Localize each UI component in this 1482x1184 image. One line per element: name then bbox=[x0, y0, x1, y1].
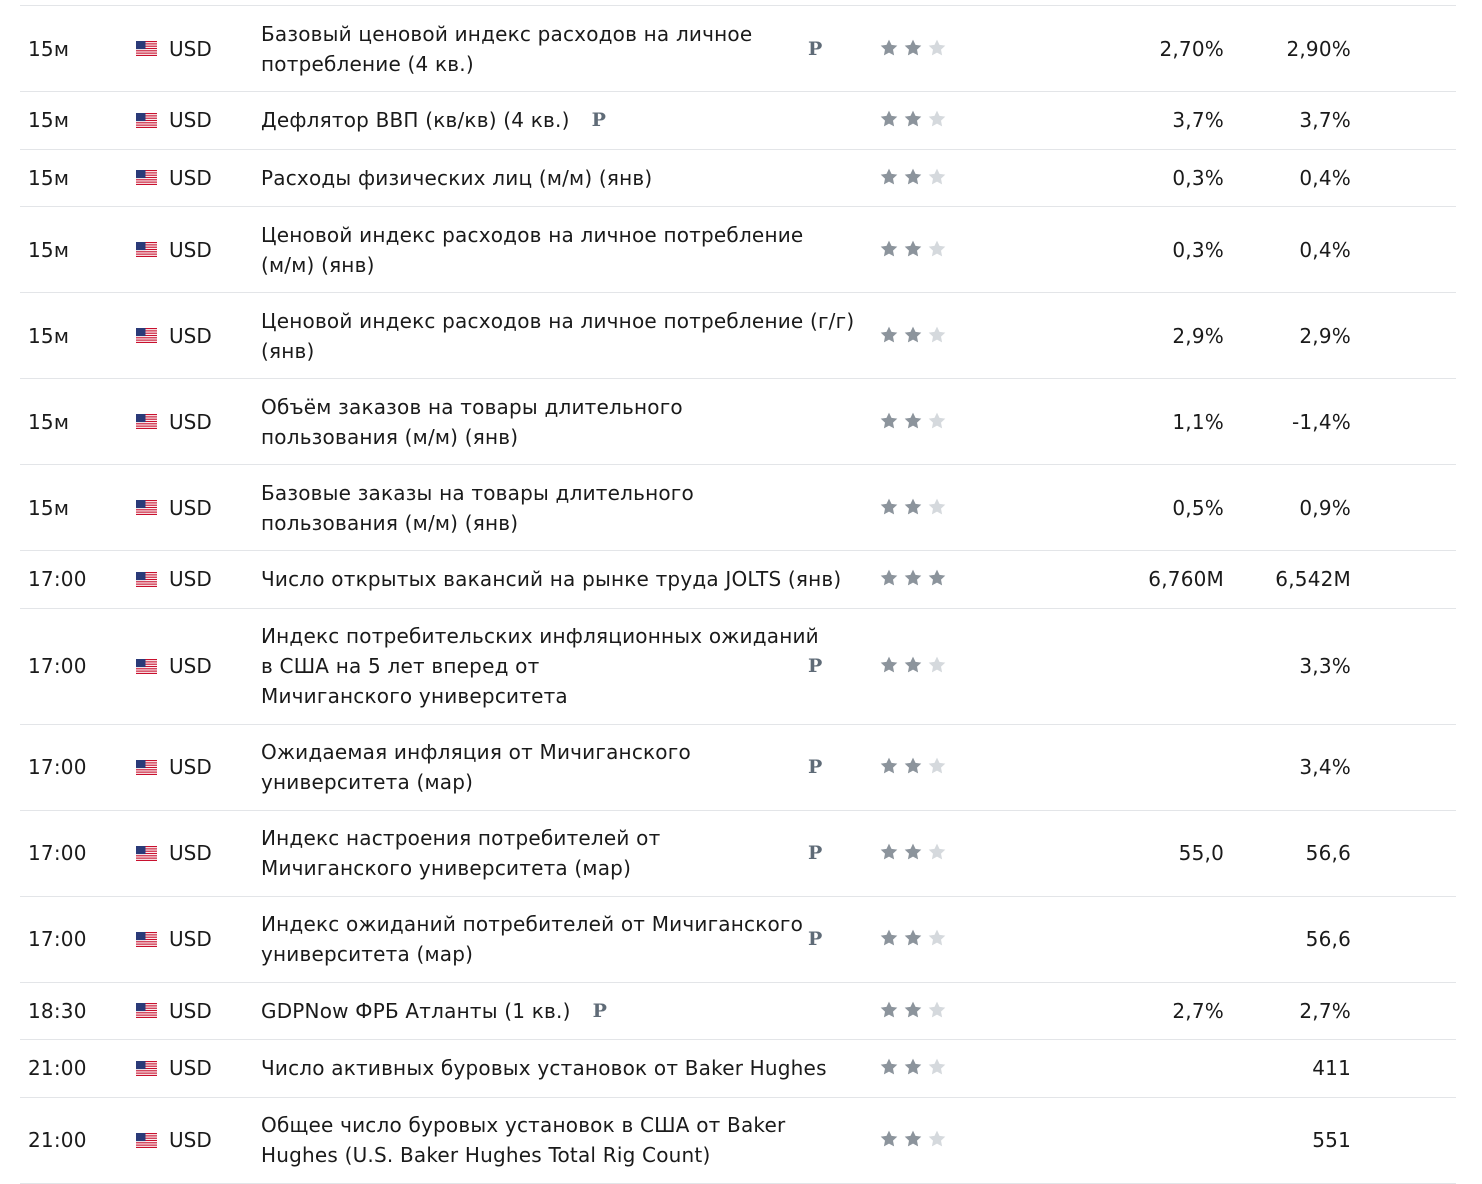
event-name[interactable]: Расходы физических лиц (м/м) (янв) bbox=[261, 165, 653, 190]
event-time: 15м bbox=[28, 108, 70, 133]
forecast-value: 3,7% bbox=[1172, 108, 1224, 133]
event-time: 15м bbox=[28, 237, 70, 262]
currency-code: USD bbox=[169, 567, 212, 592]
currency-code: USD bbox=[169, 108, 212, 133]
us-flag-icon bbox=[136, 846, 157, 861]
table-row[interactable] bbox=[20, 150, 1456, 208]
previous-value: 2,9% bbox=[1299, 323, 1351, 348]
event-name[interactable]: Ожидаемая инфляция от Мичиганского университета (мар) bbox=[261, 740, 691, 794]
currency-cell bbox=[126, 841, 261, 865]
star-icon bbox=[927, 38, 951, 60]
table-row[interactable] bbox=[20, 551, 1456, 609]
preliminary-badge: P bbox=[591, 109, 606, 132]
currency-code: USD bbox=[169, 755, 212, 779]
forecast-value: 55,0 bbox=[1178, 841, 1224, 865]
currency-code: USD bbox=[169, 1056, 212, 1081]
event-time: 17:00 bbox=[28, 567, 87, 592]
previous-value: 551 bbox=[1312, 1128, 1351, 1152]
forecast-value: 0,3% bbox=[1172, 237, 1224, 262]
star-icon bbox=[903, 497, 927, 519]
star-icon bbox=[903, 1000, 927, 1022]
table-row[interactable] bbox=[20, 811, 1456, 897]
event-name[interactable]: Индекс настроения потребителей от Мичиганского университета (мар) bbox=[261, 826, 661, 880]
preliminary-badge: P bbox=[808, 842, 823, 864]
previous-value: 6,542M bbox=[1275, 567, 1351, 592]
table-row[interactable] bbox=[20, 92, 1456, 150]
star-icon bbox=[879, 497, 903, 519]
event-time: 17:00 bbox=[28, 841, 87, 865]
us-flag-icon bbox=[136, 932, 157, 947]
star-icon bbox=[927, 1129, 951, 1151]
importance-stars bbox=[863, 411, 1118, 433]
star-icon bbox=[903, 411, 927, 433]
table-row[interactable] bbox=[20, 465, 1456, 551]
currency-code: USD bbox=[169, 323, 212, 348]
us-flag-icon bbox=[136, 41, 157, 56]
star-icon bbox=[879, 411, 903, 433]
previous-value: 3,4% bbox=[1299, 755, 1351, 779]
star-icon bbox=[903, 842, 927, 864]
event-name[interactable]: GDPNow ФРБ Атланты (1 кв.) bbox=[261, 998, 571, 1023]
currency-cell bbox=[126, 927, 261, 951]
importance-stars bbox=[863, 497, 1118, 519]
star-icon bbox=[879, 842, 903, 864]
star-icon bbox=[903, 38, 927, 60]
currency-cell bbox=[126, 324, 261, 348]
event-time: 15м bbox=[28, 495, 70, 520]
table-row[interactable] bbox=[20, 207, 1456, 293]
star-icon bbox=[879, 568, 903, 590]
event-time: 18:30 bbox=[28, 998, 87, 1023]
currency-cell bbox=[126, 108, 261, 132]
event-name[interactable]: Ценовой индекс расходов на личное потребление (м/м) (янв) bbox=[261, 222, 804, 277]
star-icon bbox=[927, 109, 951, 131]
currency-code: USD bbox=[169, 36, 212, 61]
star-icon bbox=[903, 756, 927, 778]
previous-value: 411 bbox=[1312, 1056, 1351, 1081]
star-icon bbox=[879, 1000, 903, 1022]
currency-code: USD bbox=[169, 237, 212, 262]
event-time: 17:00 bbox=[28, 755, 87, 779]
star-icon bbox=[927, 497, 951, 519]
previous-value: 0,4% bbox=[1299, 165, 1351, 190]
us-flag-icon bbox=[136, 170, 157, 185]
preliminary-badge: P bbox=[808, 756, 823, 778]
preliminary-badge: P bbox=[808, 37, 823, 60]
importance-stars bbox=[863, 109, 1118, 131]
currency-code: USD bbox=[169, 927, 212, 951]
star-icon bbox=[903, 1057, 927, 1079]
event-time: 21:00 bbox=[28, 1056, 87, 1081]
event-name[interactable]: Базовый ценовой индекс расходов на личное потребление (4 кв.) bbox=[261, 21, 753, 76]
star-icon bbox=[879, 655, 903, 677]
table-row[interactable] bbox=[20, 609, 1456, 725]
currency-code: USD bbox=[169, 998, 212, 1023]
us-flag-icon bbox=[136, 1133, 157, 1148]
forecast-value: 1,1% bbox=[1172, 409, 1224, 434]
table-row[interactable] bbox=[20, 1098, 1456, 1184]
event-time: 17:00 bbox=[28, 927, 87, 951]
importance-stars bbox=[863, 325, 1118, 347]
star-icon bbox=[927, 928, 951, 950]
event-name[interactable]: Базовые заказы на товары длительного пользования (м/м) (янв) bbox=[261, 480, 694, 535]
event-name[interactable]: Общее число буровых установок в США от Baker Hughes (U.S. Baker Hughes Total Rig Count) bbox=[261, 1113, 786, 1167]
star-icon bbox=[879, 239, 903, 261]
star-icon bbox=[903, 325, 927, 347]
table-row[interactable] bbox=[20, 983, 1456, 1041]
previous-value: -1,4% bbox=[1291, 409, 1351, 434]
event-time: 21:00 bbox=[28, 1128, 87, 1152]
event-time: 15м bbox=[28, 165, 70, 190]
forecast-value: 0,3% bbox=[1172, 165, 1224, 190]
us-flag-icon bbox=[136, 113, 157, 128]
importance-stars bbox=[863, 655, 1118, 677]
table-row[interactable] bbox=[20, 897, 1456, 983]
currency-cell bbox=[126, 1128, 261, 1152]
star-icon bbox=[903, 655, 927, 677]
event-name[interactable]: Индекс ожиданий потребителей от Мичиганского университета (мар) bbox=[261, 912, 804, 966]
event-name[interactable]: Объём заказов на товары длительного пользования (м/м) (янв) bbox=[261, 394, 683, 449]
us-flag-icon bbox=[136, 572, 157, 587]
currency-cell bbox=[126, 1056, 261, 1080]
currency-code: USD bbox=[169, 841, 212, 865]
star-icon bbox=[879, 756, 903, 778]
preliminary-badge: P bbox=[808, 655, 823, 677]
star-icon bbox=[927, 239, 951, 261]
currency-cell bbox=[126, 166, 261, 190]
event-time: 17:00 bbox=[28, 654, 87, 678]
importance-stars bbox=[863, 1057, 1118, 1079]
importance-stars bbox=[863, 928, 1118, 950]
importance-stars bbox=[863, 1129, 1118, 1151]
currency-cell bbox=[126, 755, 261, 779]
star-icon bbox=[879, 928, 903, 950]
previous-value: 3,3% bbox=[1299, 654, 1351, 678]
previous-value: 56,6 bbox=[1305, 927, 1351, 951]
star-icon bbox=[927, 167, 951, 189]
star-icon bbox=[927, 756, 951, 778]
star-icon bbox=[927, 568, 951, 590]
preliminary-badge: P bbox=[808, 928, 823, 950]
previous-value: 0,4% bbox=[1299, 237, 1351, 262]
star-icon bbox=[927, 842, 951, 864]
currency-cell bbox=[126, 567, 261, 591]
star-icon bbox=[903, 928, 927, 950]
star-icon bbox=[927, 411, 951, 433]
star-icon bbox=[879, 1129, 903, 1151]
previous-value: 2,90% bbox=[1286, 36, 1351, 61]
currency-code: USD bbox=[169, 1128, 212, 1152]
table-row[interactable] bbox=[20, 1040, 1456, 1098]
currency-code: USD bbox=[169, 654, 212, 678]
table-row[interactable] bbox=[20, 379, 1456, 465]
event-name[interactable]: Дефлятор ВВП (кв/кв) (4 кв.) bbox=[261, 108, 570, 133]
importance-stars bbox=[863, 167, 1118, 189]
forecast-value: 2,7% bbox=[1172, 998, 1224, 1023]
importance-stars bbox=[863, 756, 1118, 778]
previous-value: 0,9% bbox=[1299, 495, 1351, 520]
currency-code: USD bbox=[169, 165, 212, 190]
importance-stars bbox=[863, 842, 1118, 864]
us-flag-icon bbox=[136, 659, 157, 674]
importance-stars bbox=[863, 568, 1118, 590]
star-icon bbox=[927, 655, 951, 677]
event-time: 15м bbox=[28, 36, 70, 61]
event-name[interactable]: Ценовой индекс расходов на личное потребление (г/г) (янв) bbox=[261, 308, 855, 363]
us-flag-icon bbox=[136, 414, 157, 429]
forecast-value: 2,9% bbox=[1172, 323, 1224, 348]
currency-cell bbox=[126, 238, 261, 262]
star-icon bbox=[879, 38, 903, 60]
previous-value: 2,7% bbox=[1299, 998, 1351, 1023]
us-flag-icon bbox=[136, 242, 157, 257]
star-icon bbox=[927, 1057, 951, 1079]
us-flag-icon bbox=[136, 500, 157, 515]
star-icon bbox=[927, 325, 951, 347]
event-name[interactable]: Число открытых вакансий на рынке труда JOLTS (янв) bbox=[261, 567, 842, 592]
star-icon bbox=[927, 1000, 951, 1022]
currency-cell bbox=[126, 410, 261, 434]
us-flag-icon bbox=[136, 1061, 157, 1076]
forecast-value: 2,70% bbox=[1159, 36, 1224, 61]
star-icon bbox=[879, 167, 903, 189]
preliminary-badge: P bbox=[592, 999, 607, 1022]
us-flag-icon bbox=[136, 328, 157, 343]
currency-code: USD bbox=[169, 495, 212, 520]
event-name[interactable]: Индекс потребительских инфляционных ожиданий в США на 5 лет вперед от Мичиганского университета bbox=[261, 624, 819, 708]
currency-cell bbox=[126, 37, 261, 61]
importance-stars bbox=[863, 239, 1118, 261]
table-row[interactable] bbox=[20, 293, 1456, 379]
currency-cell bbox=[126, 654, 261, 678]
currency-cell bbox=[126, 496, 261, 520]
importance-stars bbox=[863, 1000, 1118, 1022]
forecast-value: 6,760M bbox=[1148, 567, 1224, 592]
table-row[interactable] bbox=[20, 725, 1456, 811]
us-flag-icon bbox=[136, 760, 157, 775]
previous-value: 56,6 bbox=[1305, 841, 1351, 865]
star-icon bbox=[879, 109, 903, 131]
currency-cell bbox=[126, 999, 261, 1023]
event-name[interactable]: Число активных буровых установок от Baker Hughes bbox=[261, 1056, 827, 1081]
importance-stars bbox=[863, 38, 1118, 60]
us-flag-icon bbox=[136, 1003, 157, 1018]
star-icon bbox=[903, 239, 927, 261]
star-icon bbox=[879, 325, 903, 347]
previous-value: 3,7% bbox=[1299, 108, 1351, 133]
event-time: 15м bbox=[28, 323, 70, 348]
economic-calendar-table bbox=[20, 5, 1456, 1184]
star-icon bbox=[903, 109, 927, 131]
forecast-value: 0,5% bbox=[1172, 495, 1224, 520]
table-row[interactable] bbox=[20, 6, 1456, 92]
star-icon bbox=[879, 1057, 903, 1079]
currency-code: USD bbox=[169, 409, 212, 434]
star-icon bbox=[903, 167, 927, 189]
star-icon bbox=[903, 568, 927, 590]
event-time: 15м bbox=[28, 409, 70, 434]
star-icon bbox=[903, 1129, 927, 1151]
